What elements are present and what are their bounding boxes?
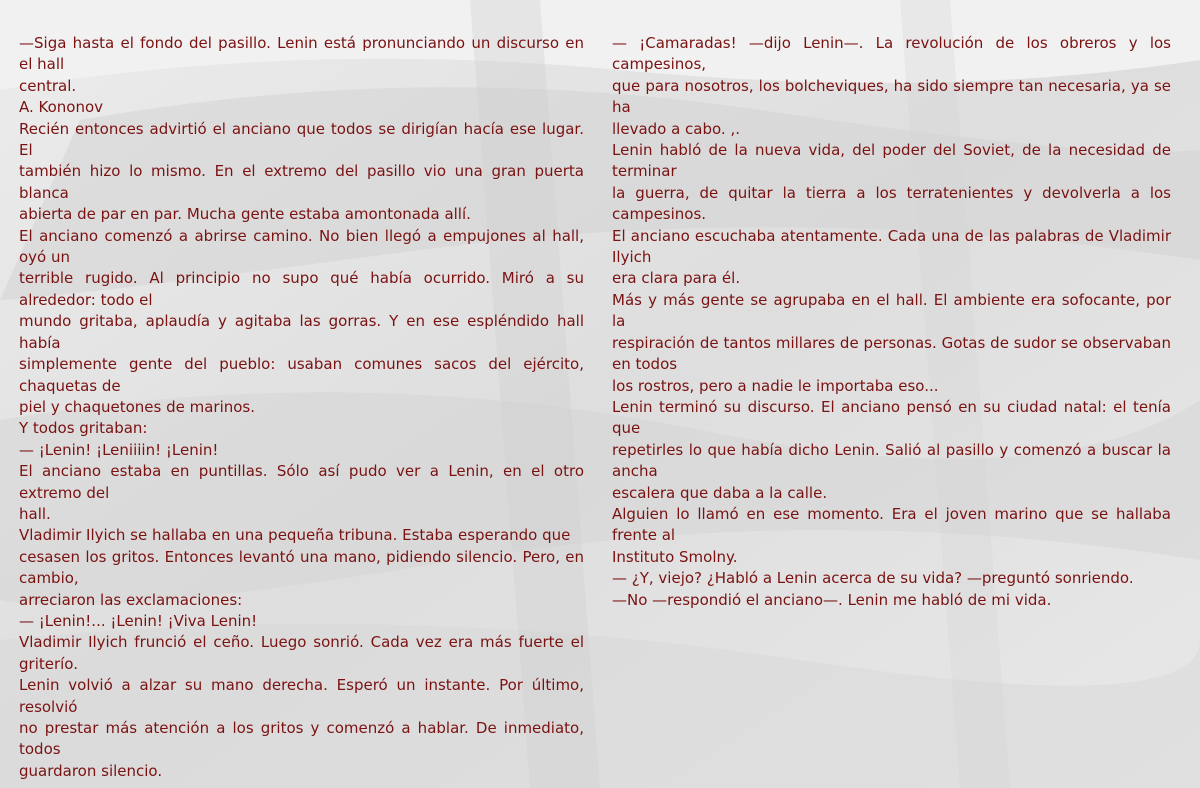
text-line: Instituto Smolny. (612, 547, 738, 566)
text-line: — ¡Camaradas! —dijo Lenin—. La revolución de los obreros y los campesinos, (612, 34, 1171, 74)
text-line: terrible rugido. Al principio no supo qué había ocurrido. Miró a su alrededor: todo el (19, 269, 584, 309)
text-line: Vladimir Ilyich frunció el ceño. Luego sonrió. Cada vez era más fuerte el griterío. (19, 633, 584, 673)
text-line: cesasen los gritos. Entonces levantó una mano, pidiendo silencio. Pero, en cambio, (19, 547, 584, 588)
text-line: llevado a cabo. ,. (612, 119, 741, 138)
text-line: central. (19, 76, 77, 95)
text-line: —No —respondió el anciano—. Lenin me habló de mi vida. (612, 590, 1052, 609)
text-line: hall. (19, 504, 51, 523)
text-line: —Siga hasta el fondo del pasillo. Lenin está pronunciando un discurso en el hall (19, 34, 584, 74)
text-line: arreciaron las exclamaciones: (19, 590, 243, 609)
text-line: abierta de par en par. Mucha gente estaba amontonada allí. (19, 205, 471, 224)
text-line: era clara para él. (612, 269, 741, 288)
text-line: los rostros, pero a nadie le importaba eso... (612, 376, 939, 395)
left-text-column (19, 33, 584, 782)
text-line: El anciano comenzó a abrirse camino. No bien llegó a empujones al hall, oyó un (19, 226, 584, 267)
text-line: también hizo lo mismo. En el extremo del pasillo vio una gran puerta blanca (19, 162, 584, 202)
text-line: la guerra, de quitar la tierra a los terratenientes y devolverla a los campesinos. (612, 183, 1171, 224)
text-line: El anciano estaba en puntillas. Sólo así pudo ver a Lenin, en el otro extremo del (19, 462, 584, 502)
text-line: mundo gritaba, aplaudía y agitaba las gorras. Y en ese espléndido hall había (19, 312, 584, 352)
text-line: A. Kononov (19, 98, 104, 117)
text-line: — ¿Y, viejo? ¿Habló a Lenin acerca de su vida? —preguntó sonriendo. (612, 569, 1134, 588)
text-line: Y todos gritaban: (19, 419, 148, 438)
text-line: Lenin habló de la nueva vida, del poder del Soviet, de la necesidad de terminar (612, 141, 1171, 181)
text-line: Lenin volvió a alzar su mano derecha. Esperó un instante. Por último, resolvió (19, 676, 584, 716)
text-line: Alguien lo llamó en ese momento. Era el joven marino que se hallaba frente al (612, 504, 1171, 545)
text-line: Vladimir Ilyich se hallaba en una pequeña tribuna. Estaba esperando que (19, 526, 571, 545)
text-line: repetirles lo que había dicho Lenin. Salió al pasillo y comenzó a buscar la ancha (612, 440, 1171, 481)
text-line: escalera que daba a la calle. (612, 483, 828, 502)
right-text-column (612, 33, 1171, 611)
text-line: simplemente gente del pueblo: usaban comunes sacos del ejército, chaquetas de (19, 355, 584, 395)
text-line: Recién entonces advirtió el anciano que todos se dirigían hacía ese lugar. El (19, 119, 584, 160)
text-line: que para nosotros, los bolcheviques, ha sido siempre tan necesaria, ya se ha (612, 76, 1171, 117)
text-line: no prestar más atención a los gritos y comenzó a hablar. De inmediato, todos (19, 719, 584, 759)
text-line: El anciano escuchaba atentamente. Cada una de las palabras de Vladimir Ilyich (612, 226, 1171, 267)
text-line: — ¡Lenin! ¡Leniiiin! ¡Lenin! (19, 440, 219, 459)
text-line: guardaron silencio. (19, 761, 163, 780)
text-line: Lenin terminó su discurso. El anciano pensó en su ciudad natal: el tenía que (612, 397, 1171, 438)
text-line: — ¡Lenin!... ¡Lenin! ¡Viva Lenin! (19, 611, 258, 630)
text-line: respiración de tantos millares de personas. Gotas de sudor se observaban en todos (612, 333, 1171, 374)
text-line: piel y chaquetones de marinos. (19, 397, 256, 416)
text-line: Más y más gente se agrupaba en el hall. El ambiente era sofocante, por la (612, 290, 1171, 331)
